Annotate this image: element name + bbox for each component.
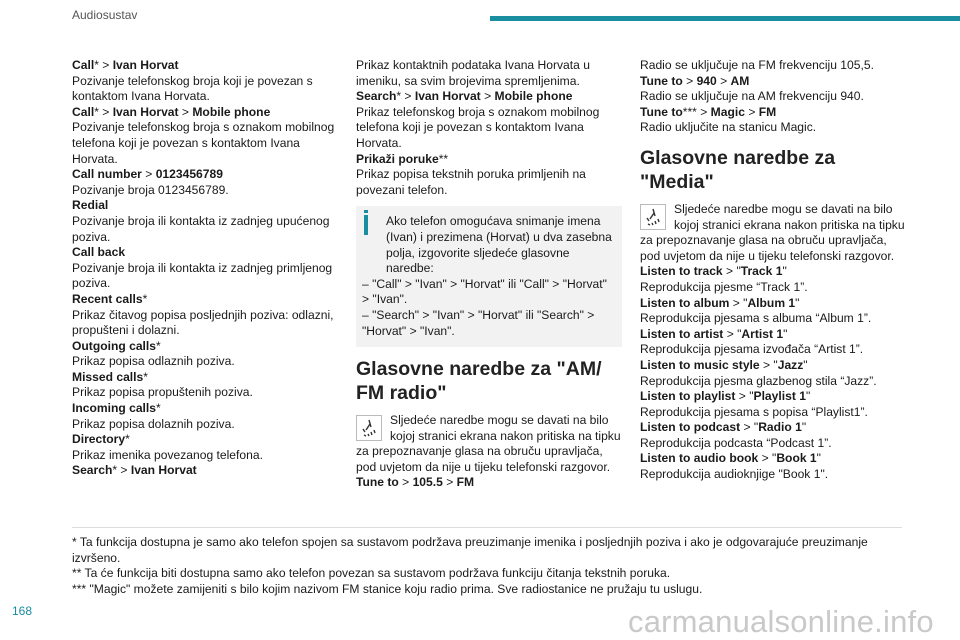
command-separator: > — [682, 73, 697, 88]
info-line-2: – "Search" > "Ivan" > "Horvat" ili "Search" > "Horvat" > "Ivan". — [362, 307, 595, 338]
command-keyword: Search — [72, 463, 113, 478]
command-line — [72, 167, 338, 183]
body-text: Reprodukcija pjesama izvođača “Artist 1”. — [640, 342, 864, 357]
command-separator: > " — [723, 326, 742, 341]
command-separator: > " — [740, 420, 759, 435]
body-text: Prikaz popisa propuštenih poziva. — [72, 385, 253, 400]
body-text: Pozivanje broja ili kontakta iz zadnjeg primljenog poziva. — [72, 260, 333, 291]
command-keyword: 0123456789 — [155, 167, 223, 182]
header-title: Audiosustav — [72, 8, 138, 22]
command-line — [640, 327, 906, 343]
media-commands — [640, 264, 906, 482]
command-line — [72, 401, 338, 417]
command-separator: * > — [94, 58, 113, 72]
command-line — [72, 245, 338, 261]
body-text: Prikaz telefonskog broja s oznakom mobilnog telefona koji je povezan s kontaktom Ivana Horvata. — [356, 104, 600, 150]
command-keyword: Directory — [72, 432, 126, 447]
command-separator: " — [816, 451, 821, 466]
command-keyword: Ivan Horvat — [112, 58, 179, 72]
command-separator: " — [801, 420, 807, 435]
command-separator: > — [141, 167, 156, 182]
command-separator: " — [805, 389, 811, 404]
command-keyword: Tune to — [640, 73, 683, 88]
command-separator: * > — [94, 104, 113, 119]
command-keyword: Magic — [710, 104, 745, 119]
command-keyword: Listen to track — [640, 264, 723, 279]
command-separator: * — [156, 338, 161, 353]
command-line — [72, 432, 338, 448]
command-keyword: Listen to playlist — [640, 389, 736, 404]
body-text: Radio se uključuje na FM frekvenciju 105,5. — [640, 58, 874, 72]
body-text: Pozivanje telefonskog broja koji je povezan s kontaktom Ivana Horvata. — [72, 73, 313, 104]
info-text: Ako telefon omogućava snimanje imena (Ivan) i prezimena (Horvat) u dva zasebna polja, izgovorite sljedeće glasovne naredbe: — [386, 214, 612, 276]
column-3 — [640, 58, 906, 483]
command-keyword: Album 1 — [747, 295, 796, 310]
command-line — [640, 296, 906, 312]
command-keyword: Missed calls — [72, 369, 144, 384]
footnote-1: * Ta funkcija dostupna je samo ako telefon spojen sa sustavom podržava preuzimanje imenika i posljednjih poziva i ako je odgovarajuće preuzimanje izvršeno. — [72, 535, 868, 565]
command-separator: > " — [735, 389, 754, 404]
footnotes — [72, 535, 882, 597]
command-line — [640, 451, 906, 467]
body-text: Prikaz čitavog popisa posljednjih poziva: odlazni, propušteni i dolazni. — [72, 307, 334, 338]
command-keyword: Redial — [72, 198, 109, 213]
info-box — [356, 206, 622, 347]
column-2 — [356, 58, 622, 491]
command-keyword: Mobile phone — [192, 104, 271, 119]
command-keyword: Ivan Horvat — [130, 463, 197, 478]
command-keyword: Tune to — [640, 104, 683, 119]
body-text: Reprodukcija audioknjige "Book 1". — [640, 467, 829, 482]
body-text: Reprodukcija pjesama s popisa “Playlist1”. — [640, 404, 868, 419]
command-keyword: Book 1 — [776, 451, 817, 466]
command-line — [640, 420, 906, 436]
column-3-top — [640, 58, 906, 136]
command-keyword: Search — [356, 89, 397, 104]
body-text: Radio se uključuje na AM frekvenciju 940. — [640, 89, 864, 104]
command-line — [640, 389, 906, 405]
body-text: Reprodukcija podcasta “Podcast 1”. — [640, 435, 832, 450]
command-separator: * — [156, 401, 161, 416]
info-line-1: – "Call" > "Ivan" > "Horvat" ili "Call" > "Horvat" > "Ivan". — [362, 276, 607, 307]
command-separator: > " — [722, 264, 741, 279]
command-keyword: Outgoing calls — [72, 338, 156, 353]
voice-command-icon — [356, 415, 382, 441]
media-heading: Glasovne naredbe za "Media" — [640, 146, 836, 193]
command-line — [72, 105, 338, 121]
am-fm-intro-block — [356, 413, 622, 475]
command-separator: " — [783, 326, 788, 341]
footnote-divider — [72, 527, 902, 528]
command-keyword: Call — [72, 104, 95, 119]
am-fm-heading: Glasovne naredbe za "AM/ FM radio" — [356, 358, 602, 405]
body-text: Pozivanje telefonskog broja s oznakom mobilnog telefona koji je povezan s kontaktom Ivana Horvata. — [72, 120, 335, 166]
command-line — [72, 58, 338, 74]
command-keyword: Playlist 1 — [753, 389, 806, 404]
command-separator: > " — [729, 295, 748, 310]
command-line — [640, 105, 906, 121]
command-keyword: Listen to podcast — [640, 420, 741, 435]
body-text: Prikaz popisa dolaznih poziva. — [72, 416, 235, 431]
command-line — [72, 198, 338, 214]
command-separator: " — [803, 357, 808, 372]
command-separator: > — [716, 73, 731, 88]
command-separator: > — [744, 104, 759, 119]
command-separator: > " — [758, 451, 777, 466]
command-line — [72, 339, 338, 355]
command-line — [640, 74, 906, 90]
command-keyword: Recent calls — [72, 291, 143, 306]
body-text: Radio uključite na stanicu Magic. — [640, 120, 817, 135]
command-keyword: Radio 1 — [758, 420, 802, 435]
command-keyword: FM — [758, 104, 777, 119]
command-separator: > " — [759, 357, 778, 372]
am-fm-intro: Sljedeće naredbe mogu se davati na bilo kojoj stranici ekrana nakon pritiska na tipku za prepoznavanje glasa na obruču upravljača, pod uvjetom da nije u tijeku telefonski razgovor. — [356, 413, 621, 474]
command-keyword: Listen to artist — [640, 326, 724, 341]
command-keyword: Ivan Horvat — [112, 104, 179, 119]
command-keyword: Listen to music style — [640, 357, 760, 372]
body-text: Prikaz imenika povezanog telefona. — [72, 447, 263, 462]
body-text: Pozivanje broja ili kontakta iz zadnjeg upućenog poziva. — [72, 213, 330, 244]
command-keyword: Call — [72, 58, 95, 72]
command-separator: * > — [396, 89, 415, 104]
body-text: Prikaz popisa tekstnih poruka primljenih na povezani telefon. — [356, 167, 586, 197]
command-keyword: Call back — [72, 245, 126, 260]
command-keyword: AM — [730, 73, 750, 88]
command-separator: *** > — [682, 104, 711, 119]
body-text: Reprodukcija pjesma glazbenog stila “Jazz”. — [640, 373, 877, 388]
body-text: Reprodukcija pjesme “Track 1”. — [640, 279, 808, 294]
command-separator: * — [143, 369, 148, 384]
header-accent-bar — [490, 16, 960, 21]
command-line — [72, 370, 338, 386]
footnote-3: *** "Magic" možete zamijeniti s bilo kojim nazivom FM stanice koju radio prima. Sve radiostanice ne pružaju tu uslugu. — [72, 581, 703, 596]
command-line — [72, 463, 338, 479]
body-text: Prikaz kontaktnih podataka Ivana Horvata u imeniku, sa svim brojevima spremljenima. — [356, 58, 590, 88]
command-keyword: Listen to audio book — [640, 451, 759, 466]
command-keyword: Mobile phone — [494, 89, 573, 104]
am-fm-command: Tune to > 105.5 > FM — [356, 475, 475, 490]
command-line — [356, 152, 622, 168]
command-separator: ** — [438, 151, 449, 166]
command-line — [72, 292, 338, 308]
media-intro-block — [640, 202, 906, 264]
command-separator: > — [480, 89, 495, 104]
command-keyword: Listen to album — [640, 295, 730, 310]
column-2-top — [356, 58, 622, 198]
command-separator: " — [795, 295, 800, 310]
command-separator: * — [142, 291, 148, 306]
body-text: Prikaz popisa odlaznih poziva. — [72, 354, 235, 369]
column-1 — [72, 58, 338, 479]
body-text: Reprodukcija pjesama s albuma “Album 1”. — [640, 311, 872, 326]
command-separator: > — [178, 104, 193, 119]
command-keyword: Call number — [72, 167, 142, 182]
body-text: Pozivanje broja 0123456789. — [72, 182, 229, 197]
command-keyword: Incoming calls — [72, 401, 157, 416]
command-separator: * — [125, 432, 130, 447]
page-number: 168 — [12, 604, 33, 618]
command-line — [356, 89, 622, 105]
info-icon — [364, 215, 368, 235]
command-keyword: Ivan Horvat — [414, 89, 481, 104]
footnote-2: ** Ta će funkcija biti dostupna samo ako telefon povezan sa sustavom podržava funkciju čitanja tekstnih poruka. — [72, 566, 671, 581]
command-line — [640, 358, 906, 374]
command-keyword: Artist 1 — [741, 326, 784, 341]
command-separator: " — [782, 264, 787, 279]
watermark: carmanualsonline.info — [628, 604, 934, 639]
command-separator: * > — [112, 463, 131, 478]
command-keyword: Jazz — [777, 357, 804, 372]
command-line — [640, 264, 906, 280]
media-intro: Sljedeće naredbe mogu se davati na bilo kojoj stranici ekrana nakon pritiska na tipku za prepoznavanje glasa na obruču upravljača, pod uvjetom da nije u tijeku telefonski razgovor. — [640, 201, 905, 263]
command-keyword: Track 1 — [740, 264, 783, 279]
command-keyword: 940 — [696, 73, 717, 88]
command-keyword: Prikaži poruke — [356, 151, 439, 166]
voice-command-icon — [640, 204, 666, 230]
